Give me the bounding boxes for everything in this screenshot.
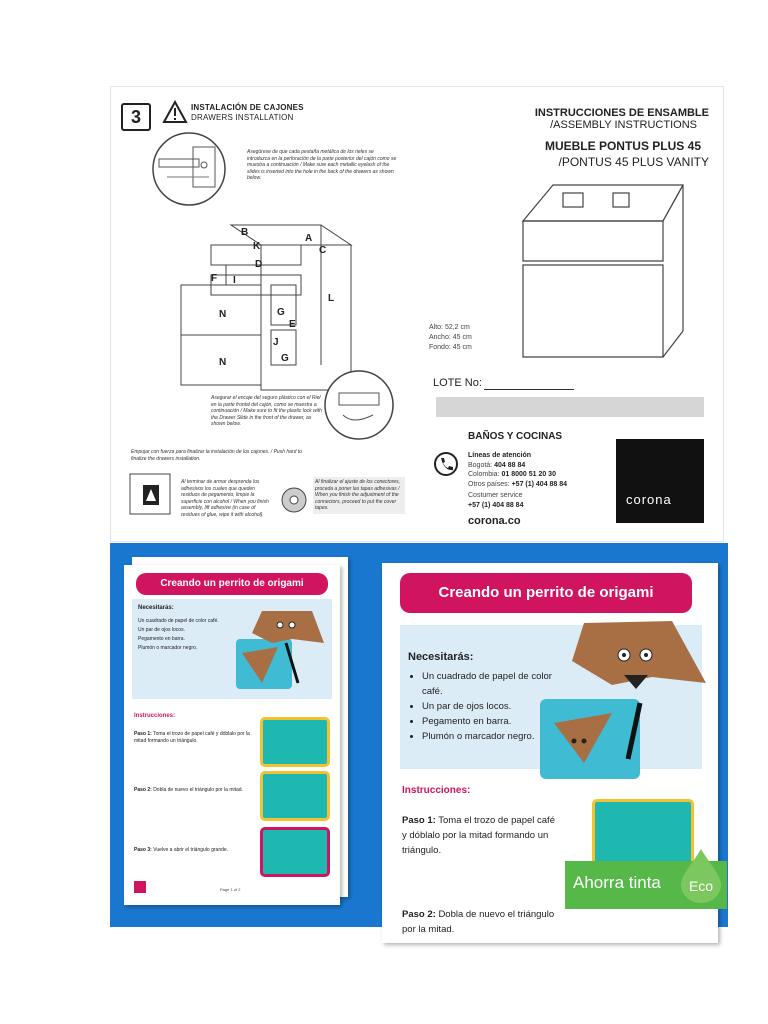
doc-title: INSTRUCCIONES DE ENSAMBLE bbox=[534, 107, 709, 119]
small-needs-box bbox=[132, 599, 332, 699]
note-adjust: Al finalizar el ajuste de los conectores, proceda a poner las tapas adhesivas / When you finish the adjustment of the connectors, proceed to put the cover tapes. bbox=[313, 477, 405, 514]
eco-text: Ahorra tinta bbox=[573, 873, 661, 892]
contact-line: Colombia: 01 8000 51 20 30 bbox=[468, 471, 556, 478]
service-phone: +57 (1) 404 88 84 bbox=[468, 501, 524, 509]
part-label-d: D bbox=[255, 259, 263, 270]
part-label-g2: G bbox=[281, 353, 289, 364]
needs-item: • Un cuadrado de papel de color café. bbox=[422, 669, 552, 699]
small-step-3-photo bbox=[260, 827, 330, 877]
needs-item: • Pegamento en barra. bbox=[422, 714, 552, 729]
doc-subtitle: /ASSEMBLY INSTRUCTIONS bbox=[550, 119, 697, 131]
contact-line: Bogotá: 404 88 84 bbox=[468, 461, 526, 469]
page-title: Creando un perrito de origami bbox=[400, 573, 692, 613]
lote-line bbox=[484, 389, 574, 390]
part-label-i: I bbox=[233, 275, 236, 286]
leaf-drop-icon bbox=[679, 847, 723, 903]
small-step-3: Paso 3: Vuelve a abrir el triángulo grande. bbox=[134, 847, 229, 853]
small-needs-title: Necesitarás: bbox=[138, 605, 174, 611]
contact-line: Otros países: +57 (1) 404 88 84 bbox=[468, 480, 568, 488]
part-label-n2: N bbox=[219, 357, 227, 368]
small-title: Creando un perrito de origami bbox=[136, 573, 328, 595]
note-push: Empujar con fuerza para finalizar la instalación de los cajones. / Push hard to finalize the drawers installation. bbox=[131, 449, 302, 462]
origami-page-small bbox=[124, 565, 340, 905]
origami-panel bbox=[110, 543, 728, 935]
step-number: 3 bbox=[121, 103, 151, 131]
small-needs-list: Un cuadrado de papel de color café. Un par de ojos locos. Pegamento en barra. Plumón o marcador negro. bbox=[138, 618, 219, 651]
part-label-l: L bbox=[328, 293, 335, 304]
needs-title: Necesitarás: bbox=[408, 651, 474, 663]
warning-icon bbox=[163, 101, 187, 123]
service-label: Costumer service bbox=[468, 492, 523, 499]
detail-front-zoom bbox=[321, 367, 397, 443]
section-title bbox=[191, 103, 304, 123]
small-page-label: Page 1 of 2 bbox=[220, 887, 241, 892]
note-top: Asegúrese de que cada pestaña metálica de los rieles se introduzca en la perforación de la parte posterior del cajón como se muestra a continuación / Make sure each metallic eyelash of the slides is inserted into the hole in the back of the drawers as shown below. bbox=[247, 149, 397, 181]
part-label-a: A bbox=[305, 233, 313, 244]
eco-badge-text: Eco bbox=[688, 878, 714, 894]
small-step-1-photo bbox=[260, 717, 330, 767]
part-label-j: J bbox=[273, 337, 279, 348]
dim-alto: Alto: 52,2 cm bbox=[429, 324, 470, 331]
needs-list bbox=[400, 669, 552, 744]
assembly-sheet bbox=[110, 86, 724, 542]
dog-origami-picture bbox=[532, 613, 708, 783]
instructions-title: Instrucciones: bbox=[402, 785, 471, 796]
small-step-2-photo bbox=[260, 771, 330, 821]
part-label-g1: G bbox=[277, 307, 285, 318]
dim-fondo: Fondo: 45 cm bbox=[429, 344, 472, 351]
push-icon bbox=[129, 473, 171, 515]
part-label-b: B bbox=[241, 227, 249, 238]
part-label-c: C bbox=[319, 245, 327, 256]
qr-icon bbox=[134, 881, 146, 893]
site-url: corona.co bbox=[468, 515, 521, 527]
part-label-n1: N bbox=[219, 309, 227, 320]
small-step-1: Paso 1: Toma el trozo de papel café y dóblalo por la mitad formando un triángulo. bbox=[134, 731, 250, 744]
needs-item: • Un par de ojos locos. bbox=[422, 699, 552, 714]
part-label-e: E bbox=[289, 319, 296, 330]
part-label-k: K bbox=[253, 241, 261, 252]
product-name-en: /PONTUS 45 PLUS VANITY bbox=[558, 155, 709, 169]
brand-logo: corona bbox=[616, 439, 704, 523]
eco-ink-badge[interactable] bbox=[565, 861, 727, 909]
category-title: BAÑOS Y COCINAS bbox=[468, 431, 563, 442]
lote-bar bbox=[436, 397, 704, 417]
contact-block bbox=[468, 451, 567, 510]
cabinet-drawing bbox=[503, 181, 693, 371]
dimensions bbox=[429, 323, 472, 353]
lote-label: LOTE No: bbox=[433, 377, 482, 389]
small-step-2: Paso 2: Dobla de nuevo el triángulo por la mitad. bbox=[134, 787, 243, 793]
note-mid: Asegurar el encaje del seguro plástico con el Riel en la parte frontal del cajón, como se muestra a continuación / Make sure to fit the plastic lock with the Drawer Slide in the front of the drawer, as shown below. bbox=[211, 395, 322, 427]
section-title-es: INSTALACIÓN DE CAJONES bbox=[191, 103, 304, 112]
step-2: Paso 2: Dobla de nuevo el triángulo por la mitad. bbox=[402, 909, 555, 935]
small-instr-title: Instrucciones: bbox=[134, 713, 176, 719]
small-dog-picture bbox=[232, 603, 328, 695]
note-glue: Al terminar de armar desprenda los adhesivos los cuales que queden residuos de pegamento, limpie la superficie con alcohol / When you finish assembly, lift adhesive (in case of residues of glue, wipe it with alcohol). bbox=[181, 479, 269, 518]
contact-title: Líneas de atención bbox=[468, 452, 532, 459]
part-label-f: F bbox=[211, 273, 218, 284]
product-name: MUEBLE PONTUS PLUS 45 bbox=[544, 139, 701, 153]
phone-icon bbox=[433, 451, 459, 477]
connector-icon bbox=[277, 483, 311, 517]
needs-item: • Plumón o marcador negro. bbox=[422, 729, 552, 744]
detail-rear-zoom bbox=[149, 129, 229, 209]
section-title-en: DRAWERS INSTALLATION bbox=[191, 113, 294, 122]
dim-ancho: Ancho: 45 cm bbox=[429, 334, 472, 341]
step-1: Paso 1: Toma el trozo de papel café y dóblalo por la mitad formando un triángulo. bbox=[402, 815, 555, 856]
